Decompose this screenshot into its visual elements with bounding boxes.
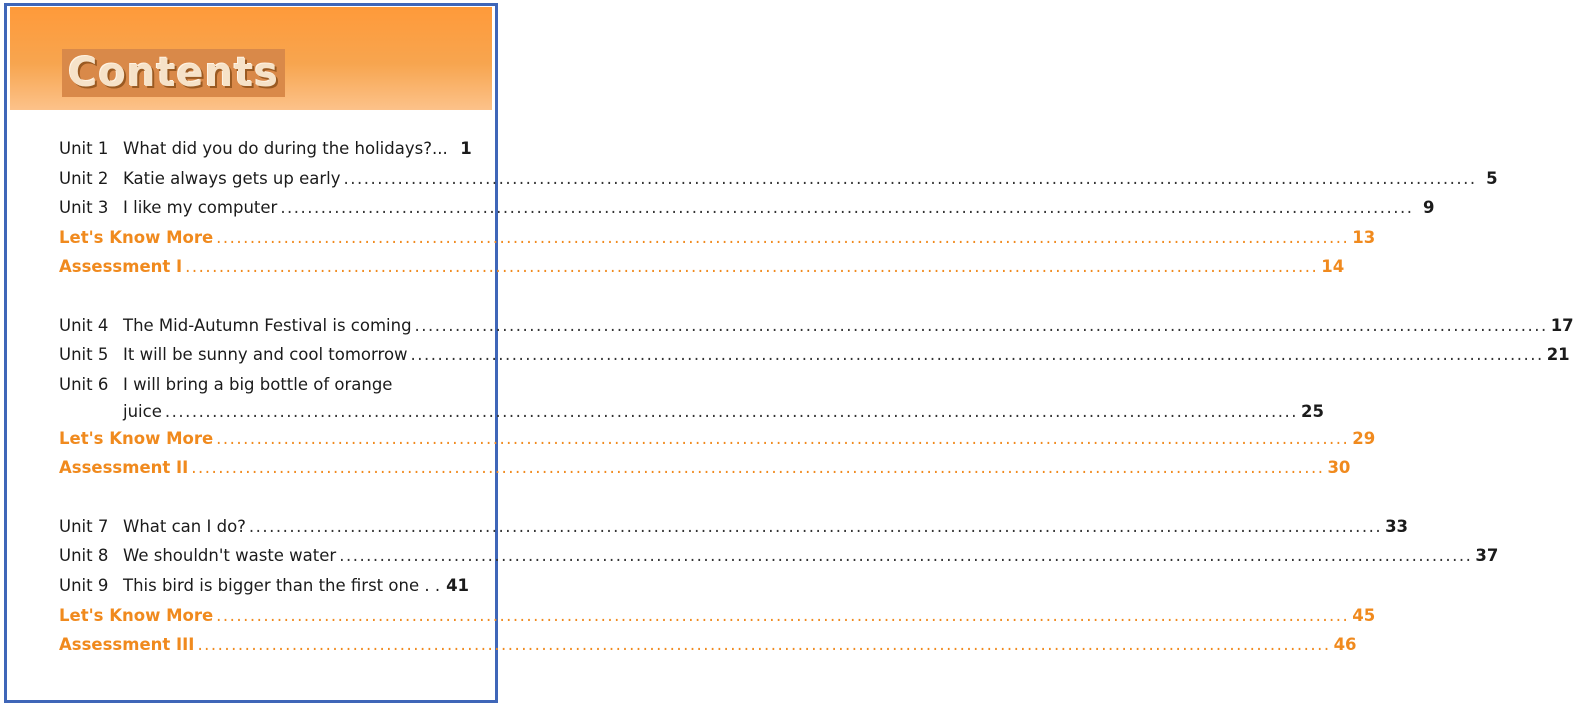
toc-entry-lets-know-more-1[interactable] [59, 228, 1376, 252]
section-title: Assessment I [59, 257, 183, 276]
unit-label: Unit 5 [59, 345, 109, 364]
page-number: 41 [446, 576, 470, 595]
toc-entry-unit-6[interactable] [59, 375, 459, 399]
unit-title: The Mid-Autumn Festival is coming [123, 316, 412, 335]
unit-title: I like my computer [123, 198, 278, 217]
leader-dots: ........................................................................................................................................................................ [197, 635, 1331, 654]
toc-entry-assessment-2[interactable] [59, 458, 1351, 482]
unit-title: This bird is bigger than the first one . . [123, 576, 441, 595]
page-number: 25 [1301, 402, 1324, 421]
unit-label: Unit 3 [59, 198, 109, 217]
page-title: Contents [62, 49, 285, 97]
toc-entry-unit-3[interactable] [59, 198, 1435, 222]
page-number: 33 [1385, 517, 1409, 536]
unit-label: Unit 9 [59, 576, 109, 595]
unit-label: Unit 6 [59, 375, 109, 394]
leader-dots: ........................................................................................................................................................................ [191, 458, 1325, 477]
toc-entry-unit-1[interactable] [59, 139, 472, 163]
page-number: 46 [1333, 635, 1357, 654]
page-number: 30 [1327, 458, 1351, 477]
contents-page [4, 3, 1574, 703]
toc-entry-unit-7[interactable] [59, 517, 1409, 541]
section-title: Let's Know More [59, 606, 214, 625]
page-number: 14 [1321, 257, 1345, 276]
leader-dots: ........................................................................................................................................................................ [216, 606, 1350, 625]
unit-label: Unit 2 [59, 169, 109, 188]
leader-dots: ........................................................................................................................................................................ [280, 198, 1414, 217]
unit-label: Unit 7 [59, 517, 109, 536]
page-number: 5 [1486, 169, 1498, 188]
leader-dots: ........................................................................................................................................................................ [343, 169, 1477, 188]
leader-dots: ........................................................................................................................................................................ [216, 429, 1350, 448]
page-number: 9 [1422, 198, 1435, 217]
section-title: Let's Know More [59, 429, 214, 448]
page-number: 13 [1352, 228, 1376, 247]
leader-dots: ........................................................................................................................................................................ [216, 228, 1350, 247]
leader-dots: ........................................................................................................................................................................ [164, 402, 1298, 421]
leader-dots: ........................................................................................................................................................................ [185, 257, 1319, 276]
toc-entry-assessment-1[interactable] [59, 257, 1345, 281]
unit-title-continued: juice [123, 402, 162, 421]
unit-label: Unit 4 [59, 316, 109, 335]
toc-entry-unit-6-continued[interactable] [59, 402, 1324, 426]
toc-entry-lets-know-more-3[interactable] [59, 606, 1376, 630]
unit-title: We shouldn't waste water [123, 546, 337, 565]
toc-entry-unit-8[interactable] [59, 546, 1499, 570]
section-title: Assessment III [59, 635, 195, 654]
page-number: 29 [1352, 429, 1376, 448]
unit-title: Katie always gets up early [123, 169, 341, 188]
unit-title: I will bring a big bottle of orange [123, 375, 393, 394]
toc-entry-unit-2[interactable] [59, 169, 1498, 193]
toc-entry-unit-5[interactable] [59, 345, 1570, 369]
page-number: 37 [1475, 546, 1499, 565]
leader-dots: ........................................................................................................................................................................ [248, 517, 1383, 536]
leader-dots: ........................................................................................................................................................................ [414, 316, 1548, 335]
page-number: 45 [1352, 606, 1376, 625]
toc-entry-lets-know-more-2[interactable] [59, 429, 1376, 453]
toc-entry-unit-4[interactable] [59, 316, 1574, 340]
section-title: Let's Know More [59, 228, 214, 247]
toc-entry-unit-9[interactable] [59, 576, 470, 600]
unit-title: It will be sunny and cool tomorrow [123, 345, 408, 364]
unit-label: Unit 1 [59, 139, 109, 158]
toc-entry-assessment-3[interactable] [59, 635, 1357, 659]
header-banner [10, 7, 492, 110]
unit-label: Unit 8 [59, 546, 109, 565]
page-number: 17 [1550, 316, 1574, 335]
page-number: 21 [1546, 345, 1570, 364]
leader-dots: ........................................................................................................................................................................ [410, 345, 1544, 364]
unit-title: What did you do during the holidays?... [123, 139, 448, 158]
page-number: 1 [460, 139, 472, 158]
unit-title: What can I do? [123, 517, 246, 536]
leader-dots: ........................................................................................................................................................................ [339, 546, 1473, 565]
section-title: Assessment II [59, 458, 189, 477]
